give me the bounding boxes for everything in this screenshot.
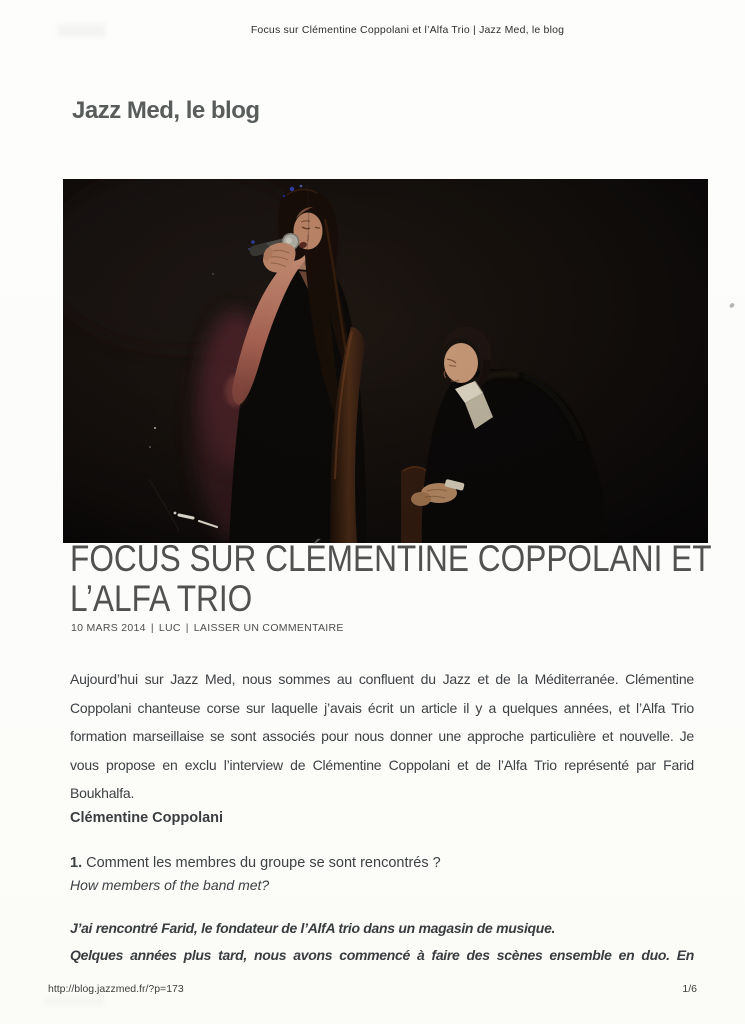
meta-date: 10 MARS 2014 (71, 622, 146, 634)
scan-smudge (44, 997, 104, 1006)
interview-section-heading: Clémentine Coppolani (70, 810, 224, 826)
meta-separator: | (150, 622, 154, 634)
question-translation: How members of the band met? (70, 877, 270, 893)
meta-comments-link: LAISSER UN COMMENTAIRE (193, 622, 344, 634)
meta-separator: | (185, 622, 189, 634)
article-photo (63, 179, 708, 543)
question-number: 1. (70, 855, 83, 871)
interview-question (70, 853, 441, 873)
question-text: Comment les membres du groupe se sont rencontrés ? (86, 855, 441, 871)
meta-author: LUC (158, 622, 181, 634)
article-meta (71, 622, 344, 634)
answer-line: Qelques années plus tard, nous avons commencé à faire des scènes ensemble en duo. En (70, 947, 694, 963)
concert-photo-graphic (63, 179, 708, 543)
answer-line: J’ai rencontré Farid, le fondateur de l’AlfA trio dans un magasin de musique. (70, 920, 556, 936)
footer-source-url: http://blog.jazzmed.fr/?p=173 (48, 983, 184, 995)
intro-paragraph: Aujourd’hui sur Jazz Med, nous sommes au confluent du Jazz et de la Méditerranée. Clémentine Coppolani chanteuse corse sur laquelle j’avais écrit un article il y a quelques années, et l’Alfa Trio formation marseillaise se sont associés pour nous donner une approche particulière et nouvelle. Je vous propose en exclu l’interview de Clémentine Coppolani et de l’Alfa Trio représenté par Farid Boukhalfa. (70, 671, 694, 802)
article-title-line-1: FOCUS SUR CLÉMENTINE COPPOLANI ET (70, 538, 712, 579)
footer-page-number: 1/6 (682, 983, 697, 995)
print-header (0, 24, 745, 36)
article-title-line-2: L’ALFA TRIO (70, 578, 253, 619)
scan-artifact (729, 302, 735, 308)
scan-smudge (58, 24, 106, 37)
article-title (70, 539, 735, 619)
site-title: Jazz Med, le blog (72, 97, 260, 124)
print-header-title: Focus sur Clémentine Coppolani et l’Alfa Trio | Jazz Med, le blog (250, 24, 565, 36)
